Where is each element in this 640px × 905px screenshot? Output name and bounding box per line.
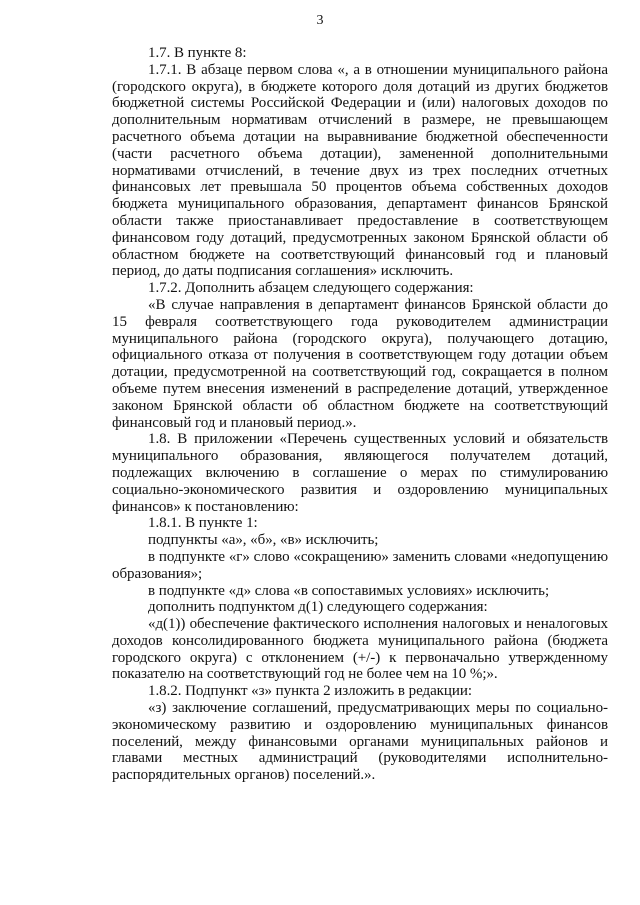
paragraph-1-8-2-z: «з) заключение соглашений, предусматривающих меры по социально-экономическому развитию и оздоровлению муниципальных финансов поселений, между финансовыми органами муниципальных районов и главами местных администраций (руководителями исполнительно-распорядительных органов) поселений.». [112, 700, 608, 784]
paragraph-1-7-1: 1.7.1. В абзаце первом слова «, а в отношении муниципального района (городского округа), в бюджете которого доля дотаций из других бюджетов бюджетной системы Российской Федерации и (или) налоговых доходов по дополнительным нормативам отчислений в размере, не превышающем расчетного объема дотации на выравнивание бюджетной обеспеченности (части расчетного объема дотации), замененной дополнительными нормативами отчислений, в течение двух из трех последних отчетных финансовых лет превышала 50 процентов объема собственных доходов бюджета муниципального образования, департамент финансов Брянской области также приостанавливает предоставление в соответствующем финансовом году дотаций, предусмотренных законом Брянской области об областном бюджете на соответствующий финансовый год и плановый период, до даты подписания соглашения» исключить. [112, 61, 608, 280]
paragraph-1-7-2: 1.7.2. Дополнить абзацем следующего содержания: [148, 280, 474, 297]
paragraph-1-8-1-g: в подпункте «г» слово «сокращению» заменить словами «недопущению образования»; [112, 548, 608, 582]
paragraph-1-8-1-a: подпункты «а», «б», «в» исключить; [148, 532, 379, 549]
paragraph-1-7: 1.7. В пункте 8: [148, 45, 247, 61]
paragraph-1-8-1-d: в подпункте «д» слова «в сопоставимых условиях» исключить; [148, 582, 550, 599]
paragraph-1-7-2-text: «В случае направления в департамент финансов Брянской области до 15 февраля соответствующего года руководителем администрации муниципального района (городского округа), получающего дотацию, официального отказа от получения в соответствующем году дотации объем дотации, предусмотренной на соответствующий год, сокращается в полном объеме путем внесения изменений в распределение дотаций, утвержденное законом Брянской области об областном бюджете на соответствующий финансовый год и плановый период.». [112, 296, 608, 431]
paragraph-1-8-1: 1.8.1. В пункте 1: [148, 515, 258, 532]
page-number: 3 [316, 13, 324, 28]
paragraph-1-8: 1.8. В приложении «Перечень существенных условий и обязательств муниципального образования, являющегося получателем дотаций, подлежащих включению в соглашение о мерах по стимулированию социально-экономического развития и оздоровлению муниципальных финансов» к постановлению: [112, 431, 608, 515]
paragraph-1-8-2: 1.8.2. Подпункт «з» пункта 2 изложить в редакции: [148, 683, 472, 700]
document-body [112, 45, 608, 784]
paragraph-1-8-1-add: дополнить подпунктом д(1) следующего содержания: [148, 599, 488, 616]
paragraph-1-8-1-d1: «д(1)) обеспечение фактического исполнения налоговых и неналоговых доходов консолидированного бюджета муниципального района (бюджета городского округа) с отклонением (+/-) к первоначально утвержденному показателю на соответствующий год не более чем на 10 %;». [112, 616, 608, 683]
